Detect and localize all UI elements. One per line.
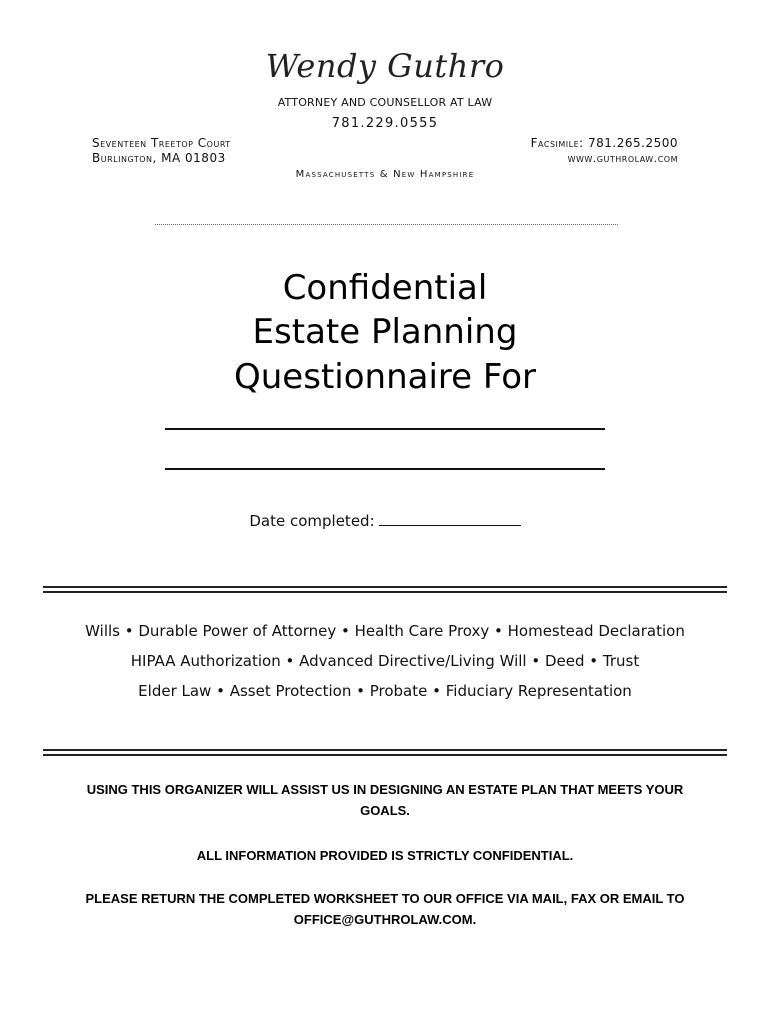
- address-line-1: Seventeen Treetop Court: [92, 136, 231, 150]
- address-line-2: Burlington, MA 01803: [92, 151, 226, 165]
- confidential-notice: ALL INFORMATION PROVIDED IS STRICTLY CONFIDENTIAL.: [196, 848, 574, 863]
- organizer-notice: USING THIS ORGANIZER WILL ASSIST US IN DESIGNING AN ESTATE PLAN THAT MEETS YOUR GOALS.: [86, 782, 684, 818]
- return-notice: PLEASE RETURN THE COMPLETED WORKSHEET TO OUR OFFICE VIA MAIL, FAX OR EMAIL TO OFFICE@GUTHROLAW.COM.: [85, 891, 685, 927]
- firm-phone: 781.229.0555: [331, 116, 439, 131]
- double-rule-bottom: [43, 749, 727, 756]
- services-line-2: HIPAA Authorization • Advanced Directive/Living Will • Deed • Trust: [130, 652, 640, 670]
- date-completed-row: [0, 511, 770, 530]
- dotted-divider: [155, 224, 618, 225]
- client-name-blank-2[interactable]: [165, 468, 605, 470]
- title-line-3: Questionnaire For: [234, 357, 536, 397]
- firm-logo-name: Wendy Guthro: [265, 47, 505, 85]
- double-rule-top: [43, 586, 727, 593]
- practice-states: Massachusetts & New Hampshire: [295, 169, 475, 180]
- services-line-1: Wills • Durable Power of Attorney • Health Care Proxy • Homestead Declaration: [85, 622, 685, 640]
- date-completed-blank[interactable]: [379, 511, 521, 526]
- firm-subtitle: ATTORNEY AND COUNSELLOR AT LAW: [277, 96, 493, 109]
- title-line-2: Estate Planning: [252, 312, 518, 352]
- client-name-blank-1[interactable]: [165, 428, 605, 430]
- firm-website: www.guthrolaw.com: [567, 152, 678, 165]
- fax-number: Facsimile: 781.265.2500: [530, 136, 678, 150]
- title-line-1: Confidential: [282, 268, 488, 308]
- date-completed-label: Date completed:: [249, 512, 375, 530]
- services-line-3: Elder Law • Asset Protection • Probate • Fiduciary Representation: [138, 682, 632, 700]
